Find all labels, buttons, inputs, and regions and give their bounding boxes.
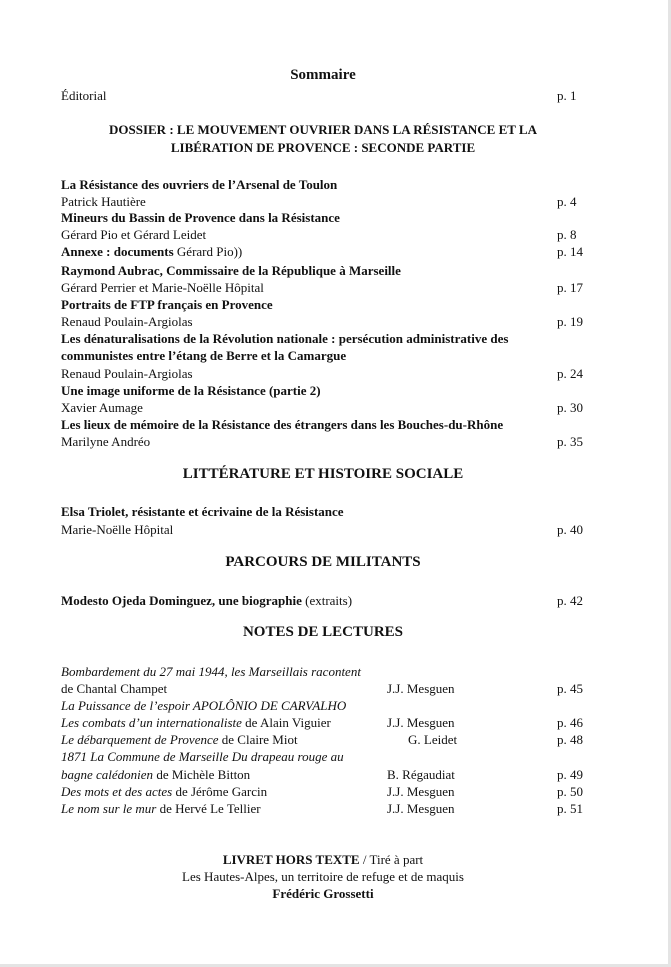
review-page: p. 51 <box>557 801 583 816</box>
article-page: p. 24 <box>557 366 583 381</box>
review-reviewer: J.J. Mesguen <box>387 681 455 696</box>
article-title: Une image uniforme de la Résistance (partie 2) <box>61 383 321 398</box>
livret-label-bold: LIVRET HORS TEXTE <box>222 852 360 867</box>
article-author: Marie-Noëlle Hôpital <box>61 522 174 537</box>
review-book-title: 1871 La Commune de Marseille Du drapeau rouge au <box>61 749 344 764</box>
review-book-author: de Chantal Champet <box>61 681 168 696</box>
review-book-title: Le nom sur le mur <box>61 801 157 816</box>
review-book-title: Le débarquement de Provence <box>61 732 219 747</box>
review-book-author: de Jérôme Garcin <box>172 784 268 799</box>
review-page: p. 45 <box>557 681 583 696</box>
article-page: p. 14 <box>557 244 583 259</box>
section-heading-notes: NOTES DE LECTURES <box>242 624 404 640</box>
page-title: Sommaire <box>290 67 356 83</box>
article-author: Gérard Perrier et Marie-Noëlle Hôpital <box>61 280 264 295</box>
review-book-title-cont: bagne calédonien <box>61 767 154 782</box>
review-book <box>61 800 261 817</box>
review-reviewer: G. Leidet <box>408 732 458 747</box>
review-page: p. 48 <box>557 732 583 747</box>
review-book <box>61 714 331 731</box>
article-title-line1: Les dénaturalisations de la Révolution nationale : persécution administrative des <box>61 331 509 346</box>
article-title-line2: communistes entre l’étang de Berre et la Camargue <box>61 348 347 363</box>
review-book-title: Les combats d’un internationaliste <box>61 715 242 730</box>
dossier-heading-line2: LIBÉRATION DE PROVENCE : SECONDE PARTIE <box>170 140 476 155</box>
article-title <box>61 592 352 609</box>
parcours-title-rest: (extraits) <box>301 593 353 608</box>
article-author: Patrick Hautière <box>61 194 146 209</box>
article-page: p. 8 <box>557 227 577 242</box>
annex-title-bold: Annexe : documents <box>61 244 174 259</box>
review-book-title: Des mots et des actes <box>61 784 173 799</box>
article-title: Mineurs du Bassin de Provence dans la Résistance <box>61 210 340 225</box>
article-page: p. 30 <box>557 400 583 415</box>
review-reviewer: J.J. Mesguen <box>387 715 455 730</box>
article-page: p. 40 <box>557 522 583 537</box>
livret-label-rest: / Tiré à part <box>359 852 424 867</box>
article-page: p. 35 <box>557 434 583 449</box>
article-page: p. 4 <box>557 194 577 209</box>
review-book-author: de Hervé Le Tellier <box>156 801 261 816</box>
annex-title-rest: Gérard Pio)) <box>173 244 243 259</box>
livret-subtitle: Les Hautes-Alpes, un territoire de refuge et de maquis <box>182 869 464 884</box>
article-author: Marilyne Andréo <box>61 434 151 449</box>
editorial-page: p. 1 <box>557 88 577 103</box>
article-title: La Résistance des ouvriers de l’Arsenal de Toulon <box>61 177 338 192</box>
review-book-author: de Michèle Bitton <box>153 767 251 782</box>
livret-heading <box>0 851 646 868</box>
article-title: Elsa Triolet, résistante et écrivaine de la Résistance <box>61 504 344 519</box>
article-author: Renaud Poulain-Argiolas <box>61 366 193 381</box>
article-author: Renaud Poulain-Argiolas <box>61 314 193 329</box>
section-heading-litterature: LITTÉRATURE ET HISTOIRE SOCIALE <box>182 466 464 482</box>
section-heading-parcours: PARCOURS DE MILITANTS <box>225 554 421 570</box>
review-book-author: de Claire Miot <box>218 732 298 747</box>
parcours-title-bold: Modesto Ojeda Dominguez, une biographie <box>61 593 302 608</box>
livret-author: Frédéric Grossetti <box>272 886 374 901</box>
article-title: Portraits de FTP français en Provence <box>61 297 273 312</box>
article-title: Raymond Aubrac, Commissaire de la République à Marseille <box>61 263 401 278</box>
article-author: Xavier Aumage <box>61 400 143 415</box>
article-title: Les lieux de mémoire de la Résistance des étrangers dans les Bouches-du-Rhône <box>61 417 504 432</box>
review-page: p. 46 <box>557 715 583 730</box>
review-book-title: La Puissance de l’espoir APOLÔNIO DE CARVALHO <box>61 698 347 713</box>
review-book <box>61 783 267 800</box>
review-book <box>61 766 250 783</box>
article-page: p. 17 <box>557 280 583 295</box>
review-page: p. 49 <box>557 767 583 782</box>
article-author: Gérard Pio et Gérard Leidet <box>61 227 207 242</box>
article-title <box>61 243 242 260</box>
review-reviewer: J.J. Mesguen <box>387 784 455 799</box>
article-page: p. 19 <box>557 314 583 329</box>
article-page: p. 42 <box>557 593 583 608</box>
review-page: p. 50 <box>557 784 583 799</box>
review-reviewer: B. Régaudiat <box>387 767 455 782</box>
review-book-author: de Alain Viguier <box>241 715 331 730</box>
review-book-title: Bombardement du 27 mai 1944, les Marseillais racontent <box>61 664 361 679</box>
review-reviewer: J.J. Mesguen <box>387 801 455 816</box>
review-book <box>61 731 298 748</box>
dossier-heading-line1: DOSSIER : LE MOUVEMENT OUVRIER DANS LA RÉSISTANCE ET LA <box>108 122 537 137</box>
editorial-label: Éditorial <box>61 88 107 103</box>
